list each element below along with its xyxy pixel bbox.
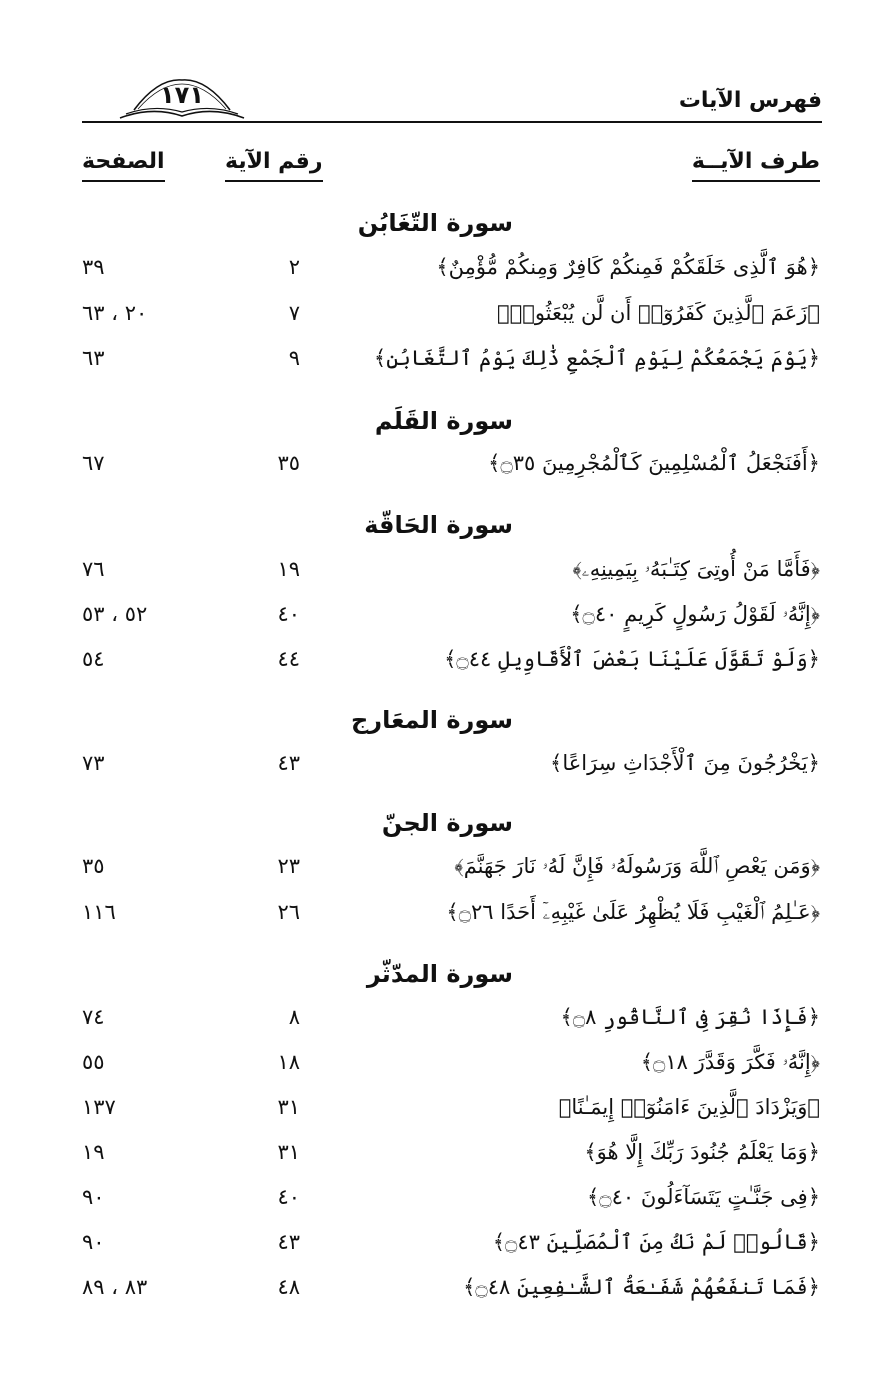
running-title: فهرس الآيات bbox=[678, 88, 822, 113]
verse-number: ٢ bbox=[288, 255, 300, 279]
verse-number: ٩ bbox=[288, 346, 300, 370]
verse-number: ٣١ bbox=[277, 1095, 300, 1119]
verse-text: ﴿وَمَا يَعْلَمُ جُنُودَ رَبِّكَ إِلَّا هُوَ﴾ bbox=[584, 1140, 820, 1164]
index-row bbox=[0, 250, 873, 284]
verse-text: ﴿يَخْرُجُونَ مِنَ ٱلْأَجْدَاثِ سِرَاعًا﴾ bbox=[550, 751, 820, 775]
verse-text: ﴿زَعَمَ ٱلَّذِينَ كَفَرُوٓا۟ أَن لَّن يُبْعَثُوا۟﴾ bbox=[497, 301, 820, 325]
surah-title: سورة الجنّ bbox=[381, 809, 513, 837]
surah-title: سورة الحَاقّة bbox=[364, 511, 513, 539]
index-row bbox=[0, 895, 873, 929]
page-number: ١٧١ bbox=[160, 81, 204, 109]
page-reference: ٧٦ bbox=[82, 557, 105, 581]
page-reference: ٣٩ bbox=[82, 255, 105, 279]
verse-number: ٣١ bbox=[277, 1140, 300, 1164]
header-rule bbox=[82, 121, 822, 123]
index-row bbox=[0, 1045, 873, 1079]
verse-text: ﴿وَلَوْ تَقَوَّلَ عَلَيْنَا بَعْضَ ٱلْأَقَاوِيلِ ۝٤٤﴾ bbox=[444, 647, 820, 671]
column-header-verse: طرف الآيــة bbox=[692, 146, 820, 182]
verse-number: ٤٣ bbox=[277, 1230, 300, 1254]
page-reference: ٩٠ bbox=[82, 1230, 105, 1254]
verse-number: ٢٦ bbox=[277, 900, 300, 924]
verse-text: ﴿إِنَّهُۥ فَكَّرَ وَقَدَّرَ ۝١٨﴾ bbox=[640, 1050, 820, 1074]
index-row bbox=[0, 552, 873, 586]
column-header-page: الصفحة bbox=[82, 146, 165, 182]
page-reference: ٧٣ bbox=[82, 751, 105, 775]
index-row bbox=[0, 1270, 873, 1304]
surah-title: سورة المعَارج bbox=[351, 706, 513, 734]
verse-text: ﴿فَمَا تَنفَعُهُمْ شَفَـٰعَةُ ٱلشَّـٰفِعِينَ ۝٤٨﴾ bbox=[463, 1275, 820, 1299]
page-reference: ٩٠ bbox=[82, 1185, 105, 1209]
verse-number: ٣٥ bbox=[277, 451, 300, 475]
verse-number: ٤٠ bbox=[277, 602, 300, 626]
page-reference: ٥٥ bbox=[82, 1050, 105, 1074]
index-row bbox=[0, 341, 873, 375]
page-reference: ٧٤ bbox=[82, 1005, 105, 1029]
column-header-verse-number: رقم الآية bbox=[225, 146, 323, 182]
verse-number: ١٨ bbox=[277, 1050, 300, 1074]
verse-number: ٢٣ bbox=[277, 854, 300, 878]
verse-number: ٤٣ bbox=[277, 751, 300, 775]
verse-text: ﴿فِى جَنَّـٰتٍ يَتَسَآءَلُونَ ۝٤٠﴾ bbox=[586, 1185, 820, 1209]
verse-number: ١٩ bbox=[277, 557, 300, 581]
index-row bbox=[0, 1180, 873, 1214]
verse-text: ﴿إِنَّهُۥ لَقَوْلُ رَسُولٍ كَرِيمٍ ۝٤٠﴾ bbox=[570, 602, 820, 626]
verse-number: ٤٠ bbox=[277, 1185, 300, 1209]
surah-title: سورة القَلَم bbox=[374, 407, 513, 435]
index-row bbox=[0, 1135, 873, 1169]
index-row bbox=[0, 746, 873, 780]
index-row bbox=[0, 1225, 873, 1259]
index-row bbox=[0, 849, 873, 883]
page-reference: ٦٣ bbox=[82, 346, 105, 370]
verse-number: ٤٤ bbox=[277, 647, 300, 671]
index-row bbox=[0, 1000, 873, 1034]
verse-number: ٨ bbox=[288, 1005, 300, 1029]
page-header bbox=[82, 78, 822, 124]
page-reference: ٥٤ bbox=[82, 647, 105, 671]
verse-text: ﴿وَيَزْدَادَ ٱلَّذِينَ ءَامَنُوٓا۟ إِيمَـٰنًا﴾ bbox=[558, 1095, 820, 1119]
surah-title: سورة المدّثّر bbox=[366, 960, 513, 988]
index-row bbox=[0, 642, 873, 676]
verse-number: ٤٨ bbox=[277, 1275, 300, 1299]
page-number-badge bbox=[112, 76, 252, 122]
index-row bbox=[0, 296, 873, 330]
page-reference: ٥٢ ، ٥٣ bbox=[82, 602, 148, 626]
page-reference: ٣٥ bbox=[82, 854, 105, 878]
verse-text: ﴿هُوَ ٱلَّذِى خَلَقَكُمْ فَمِنكُمْ كَافِرٌ وَمِنكُمْ مُّؤْمِنٌ﴾ bbox=[436, 255, 820, 279]
verse-text: ﴿عَـٰلِمُ ٱلْغَيْبِ فَلَا يُظْهِرُ عَلَىٰ غَيْبِهِۦٓ أَحَدًا ۝٢٦﴾ bbox=[446, 900, 820, 924]
verse-text: ﴿أَفَنَجْعَلُ ٱلْمُسْلِمِينَ كَٱلْمُجْرِمِينَ ۝٣٥﴾ bbox=[488, 451, 820, 475]
verse-text: ﴿قَالُوا۟ لَمْ نَكُ مِنَ ٱلْمُصَلِّينَ ۝٤٣﴾ bbox=[492, 1230, 820, 1254]
surah-title: سورة التّغَابُن bbox=[357, 209, 513, 237]
verse-text: ﴿وَمَن يَعْصِ ٱللَّهَ وَرَسُولَهُۥ فَإِنَّ لَهُۥ نَارَ جَهَنَّمَ﴾ bbox=[454, 854, 820, 878]
page-reference: ١٣٧ bbox=[82, 1095, 116, 1119]
page-reference: ٨٣ ، ٨٩ bbox=[82, 1275, 148, 1299]
index-row bbox=[0, 446, 873, 480]
index-row bbox=[0, 597, 873, 631]
verse-text: ﴿فَأَمَّا مَنْ أُوتِىَ كِتَـٰبَهُۥ بِيَمِينِهِۦ﴾ bbox=[572, 557, 820, 581]
page-reference: ١٩ bbox=[82, 1140, 105, 1164]
verse-text: ﴿يَوْمَ يَجْمَعُكُمْ لِيَوْمِ ٱلْجَمْعِ ذَٰلِكَ يَوْمُ ٱلتَّغَابُنِ﴾ bbox=[373, 346, 820, 370]
page-reference: ١١٦ bbox=[82, 900, 116, 924]
verse-text: ﴿فَإِذَا نُقِرَ فِى ٱلنَّاقُورِ ۝٨﴾ bbox=[560, 1005, 820, 1029]
page-reference: ٦٧ bbox=[82, 451, 105, 475]
page-reference: ٢٠ ، ٦٣ bbox=[82, 301, 148, 325]
index-row bbox=[0, 1090, 873, 1124]
verse-number: ٧ bbox=[288, 301, 300, 325]
